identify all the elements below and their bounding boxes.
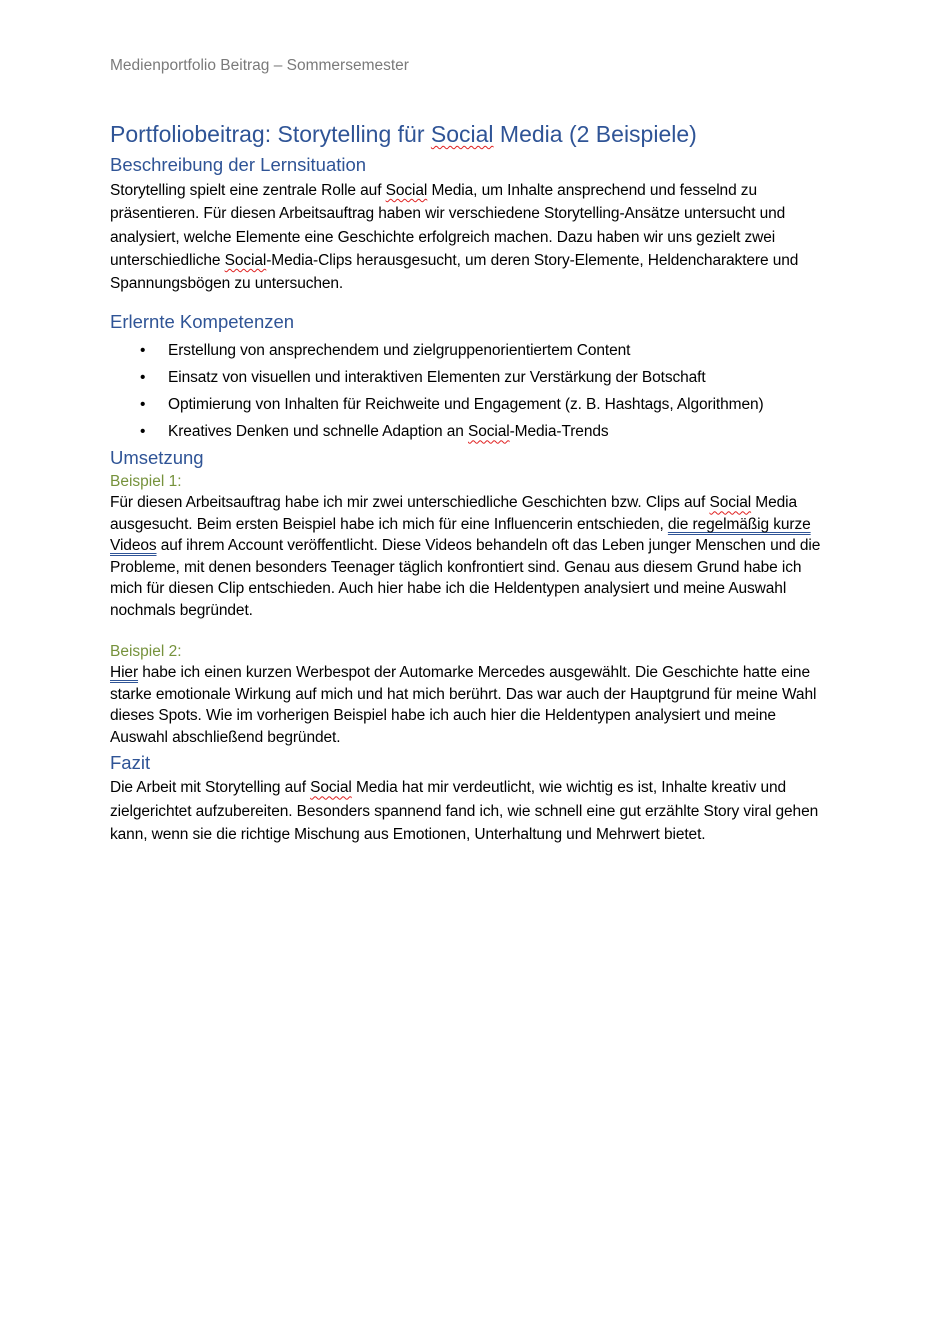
paragraph-beispiel-1	[110, 492, 836, 621]
text-run: Storytelling spielt eine zentrale Rolle auf	[110, 182, 386, 199]
spelling-marked-word: Social	[224, 251, 267, 269]
heading-umsetzung: Umsetzung	[110, 447, 204, 469]
list-item	[110, 391, 836, 418]
list-item	[110, 418, 836, 445]
text-run: Die Arbeit mit Storytelling auf	[110, 779, 311, 797]
heading-lernsituation: Beschreibung der Lernsituation	[110, 154, 367, 175]
list-item-text: Erstellung von ansprechendem und zielgruppenorientiertem Content	[168, 342, 631, 360]
list-item	[110, 364, 836, 391]
heading-fazit: Fazit	[110, 752, 151, 774]
text-run: Media hat mir verdeutlicht, wie wichtig es ist, Inhalte kreativ und zielgerichtet aufzubereiten. Besonders spannend fand ich, wie schnell eine gut erzählte Story viral gehen kann, wenn sie die richtige Mischung aus Emotionen, Unterhaltung und Mehrwert bietet.	[110, 779, 819, 844]
list-item-text: Kreatives Denken und schnelle Adaption an	[168, 423, 468, 441]
list-item	[110, 337, 836, 364]
spelling-marked-word: Social	[385, 182, 428, 199]
text-run: Media ausgesucht. Beim ersten Beispiel habe ich mich für eine Influencerin entschieden,	[110, 494, 798, 533]
heading-kompetenzen: Erlernte Kompetenzen	[110, 311, 295, 333]
spelling-marked-word: Social	[467, 423, 510, 441]
text-run: Für diesen Arbeitsauftrag habe ich mir zwei unterschiedliche Geschichten bzw. Clips auf	[110, 494, 710, 512]
title-text-end: Media (2 Beispiele)	[493, 121, 697, 147]
grammar-marked-phrase: die regelmäßig kurze Videos	[110, 515, 811, 555]
kompetenzen-list	[110, 337, 836, 445]
document-title	[110, 118, 836, 150]
grammar-marked-phrase: Hier	[110, 664, 139, 682]
heading-beispiel-1: Beispiel 1:	[110, 473, 182, 491]
text-run: auf ihrem Account veröffentlicht. Diese Videos behandeln oft das Leben junger Menschen und die Probleme, mit denen besonders Teenager täglich konfrontiert sind. Genau aus diesem Grund habe ich mich für diesen Clip entschieden. Auch hier habe ich die Heldentypen analysiert und meine Auswahl nochmals begründet.	[110, 537, 821, 619]
text-run: -Media-Clips herausgesucht, um deren Story-Elemente, Heldencharaktere und Spannungsbögen zu untersuchen.	[110, 251, 799, 293]
bullet-icon: •	[140, 342, 146, 360]
text-run: Media, um Inhalte ansprechend und fesselnd zu präsentieren. Für diesen Arbeitsauftrag haben wir verschiedene Storytelling-Ansätze untersucht und analysiert, welche Elemente eine Geschichte erfolgreich machen. Dazu haben wir uns gezielt zwei unterschiedliche	[110, 182, 786, 269]
list-item-text: Optimierung von Inhalten für Reichweite und Engagement (z. B. Hashtags, Algorithmen)	[168, 396, 764, 414]
bullet-icon: •	[140, 396, 146, 414]
bullet-icon: •	[140, 423, 146, 441]
list-item-text: Einsatz von visuellen und interaktiven Elementen zur Verstärkung der Botschaft	[168, 369, 706, 387]
heading-beispiel-2: Beispiel 2:	[110, 643, 182, 661]
document-body	[110, 118, 836, 846]
spelling-marked-word: Social	[709, 494, 752, 512]
paragraph-lernsituation	[110, 179, 836, 295]
paragraph-beispiel-2	[110, 662, 836, 748]
bullet-icon: •	[140, 369, 146, 387]
paragraph-fazit	[110, 776, 836, 846]
spelling-marked-word: Social	[310, 779, 352, 797]
page-header: Medienportfolio Beitrag – Sommersemester	[110, 57, 409, 74]
spelling-marked-word: Social	[430, 121, 494, 147]
list-item-text: -Media-Trends	[509, 423, 609, 441]
title-text-start: Portfoliobeitrag: Storytelling für	[110, 121, 431, 147]
text-run: habe ich einen kurzen Werbespot der Automarke Mercedes ausgewählt. Die Geschichte hatte eine starke emotionale Wirkung auf mich und hat mich berührt. Das war auch der Hauptgrund für meine Wahl dieses Spots. Wie im vorherigen Beispiel habe ich auch hier die Heldentypen analysiert und meine Auswahl abschließend begründet.	[110, 664, 817, 746]
